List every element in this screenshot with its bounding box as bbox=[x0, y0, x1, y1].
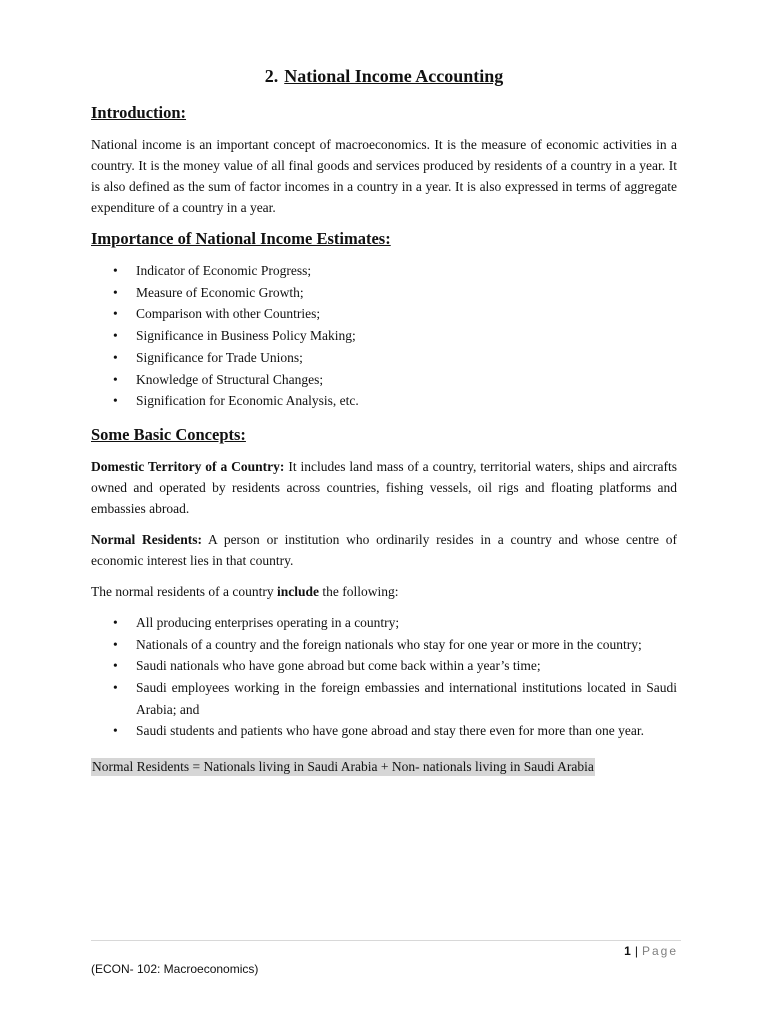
include-intro-paragraph: The normal residents of a country include the following: bbox=[91, 583, 399, 599]
title-number: 2. bbox=[264, 66, 279, 86]
list-item: • Significance in Business Policy Making; bbox=[91, 325, 677, 347]
domestic-territory-paragraph bbox=[91, 456, 677, 519]
page-number-value: 1 bbox=[624, 944, 631, 958]
introduction-heading: Introduction: bbox=[91, 103, 187, 122]
list-item: • Significance for Trade Unions; bbox=[91, 347, 677, 369]
importance-heading: Importance of National Income Estimates: bbox=[91, 229, 391, 248]
list-item: • Knowledge of Structural Changes; bbox=[91, 369, 677, 391]
bullet-icon: • bbox=[113, 284, 118, 300]
list-item: • Saudi employees working in the foreign embassies and international institutions located in Saudi Arabia; and bbox=[91, 677, 677, 720]
bullet-icon: • bbox=[113, 371, 118, 387]
normal-residents-formula: Normal Residents = Nationals living in Saudi Arabia + Non- nationals living in Saudi Arabia bbox=[92, 759, 594, 775]
bullet-icon: • bbox=[113, 723, 118, 739]
page-label: Page bbox=[641, 944, 678, 958]
bullet-icon: • bbox=[113, 306, 118, 322]
normal-residents-term: Normal Residents: bbox=[91, 531, 203, 547]
list-item: • All producing enterprises operating in a country; bbox=[91, 612, 677, 634]
bullet-icon: • bbox=[113, 349, 118, 365]
list-item: • Saudi students and patients who have gone abroad and stay there even for more than one year. bbox=[91, 720, 677, 742]
domestic-territory-text: It includes land mass of a country, territorial waters, ships and aircrafts owned and operated by residents across countries, fishing vessels, oil rigs and floating platforms and embassies abroad. bbox=[91, 458, 677, 516]
importance-list bbox=[91, 260, 677, 412]
list-item: • Indicator of Economic Progress; bbox=[91, 260, 677, 282]
footer-divider bbox=[91, 940, 681, 941]
list-item: • Saudi nationals who have gone abroad but come back within a year’s time; bbox=[91, 655, 677, 677]
list-item: • Signification for Economic Analysis, etc. bbox=[91, 390, 677, 412]
bullet-icon: • bbox=[113, 658, 118, 674]
document-title bbox=[91, 64, 677, 88]
concepts-heading: Some Basic Concepts: bbox=[91, 424, 246, 444]
bullet-icon: • bbox=[113, 680, 118, 696]
list-item: • Measure of Economic Growth; bbox=[91, 282, 677, 304]
bullet-icon: • bbox=[113, 636, 118, 652]
introduction-paragraph: National income is an important concept of macroeconomics. It is the measure of economic activities in a country. It is the money value of all final goods and services produced by residents of a country in a year. It is also defined as the sum of factor incomes in a country in a year. It is also expressed in terms of aggregate expenditure of a country in a year. bbox=[91, 137, 677, 215]
course-footer: (ECON- 102: Macroeconomics) bbox=[91, 962, 259, 976]
normal-residents-text: A person or institution who ordinarily resides in a country and whose centre of economic interest lies in that country. bbox=[91, 531, 677, 568]
normal-residents-paragraph bbox=[91, 529, 677, 571]
list-item: • Nationals of a country and the foreign nationals who stay for one year or more in the country; bbox=[91, 634, 677, 656]
bullet-icon: • bbox=[113, 393, 118, 409]
include-list bbox=[91, 612, 677, 742]
bullet-icon: • bbox=[113, 614, 118, 630]
bullet-icon: • bbox=[113, 263, 118, 278]
title-text: National Income Accounting bbox=[284, 66, 504, 86]
domestic-territory-term: Domestic Territory of a Country: bbox=[91, 458, 285, 474]
list-item: • Comparison with other Countries; bbox=[91, 303, 677, 325]
bullet-icon: • bbox=[113, 328, 118, 344]
page-number bbox=[624, 944, 678, 958]
page-number-separator: | bbox=[634, 944, 638, 958]
page-content bbox=[91, 64, 677, 776]
